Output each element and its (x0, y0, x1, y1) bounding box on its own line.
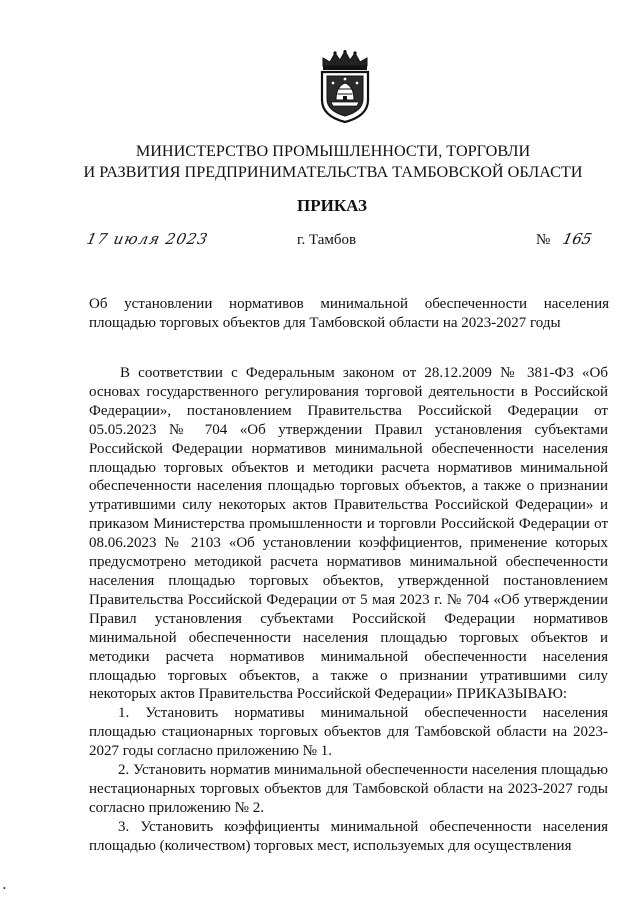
handwritten-date: 17 июля 2023 (85, 230, 211, 248)
order-meta-row (0, 232, 640, 254)
order-item-2: 2. Установить норматив минимальной обеспеченности населения площадью нестационарных торговых объектов для Тамбовской области на 2023-2027 годы согласно приложению № 2. (89, 762, 608, 816)
document-type-title: ПРИКАЗ (297, 196, 367, 215)
scan-speck: • (3, 884, 6, 893)
order-item-3: 3. Установить коэффициенты минимальной обеспеченности населения площадью (количеством) торговых мест, используемых для осуществления (89, 818, 608, 854)
ministry-name-line-1: МИНИСТЕРСТВО ПРОМЫШЛЕННОСТИ, ТОРГОВЛИ (135, 142, 531, 160)
order-item-1: 1. Установить нормативы минимальной обеспеченности населения площадью стационарных торговых объектов для Тамбовской области на 2023-2027 годы согласно приложению № 1. (89, 705, 608, 760)
handwritten-number: 165 (561, 230, 594, 248)
number-label: № (536, 232, 551, 248)
ministry-name (0, 141, 640, 183)
preamble-paragraph: В соответствии с Федеральным законом от 28.12.2009 № 381-ФЗ «Об основах государственного регулирования торговой деятельности в Российской Федерации», постановлением Правительства Российской Федерации от 05.05.2023 № 704 «Об утверждении Правил установления субъектами Российской Федерации нормативов минимальной обеспеченности населения площадью торговых объектов и методики расчета нормативов минимальной обеспеченности населения площадью торговых объектов, а также о признании утратившими силу некоторых актов Правительства Российской Федерации» и приказом Министерства промышленности и торговли Российской Федерации от 08.06.2023 № 2103 «Об установлении коэффициентов, применение которых предусмотрено методикой расчета нормативов минимальной обеспеченности населения площадью торговых объектов, утвержденной постановлением Правительства Российской Федерации от 5 мая 2023 г. № 704 «Об утверждении Правил установления субъектами Российской Федерации нормативов минимальной обеспеченности населения площадью торговых объектов и методики расчета нормативов минимальной обеспеченности населения площадью торговых объектов, а также о признании утратившими силу некоторых актов Правительства Российской Федерации» ПРИКАЗЫВАЮ: (89, 365, 608, 703)
city-label: г. Тамбов (297, 232, 357, 248)
order-subject: Об установлении нормативов минимальной обеспеченности населения площадью торговых объектов для Тамбовской области на 2023-2027 годы (89, 296, 609, 331)
ministry-name-line-2: И РАЗВИТИЯ ПРЕДПРИНИМАТЕЛЬСТВА ТАМБОВСКОЙ ОБЛАСТИ (83, 163, 583, 181)
coat-of-arms-icon (317, 50, 373, 124)
order-body (89, 364, 608, 856)
